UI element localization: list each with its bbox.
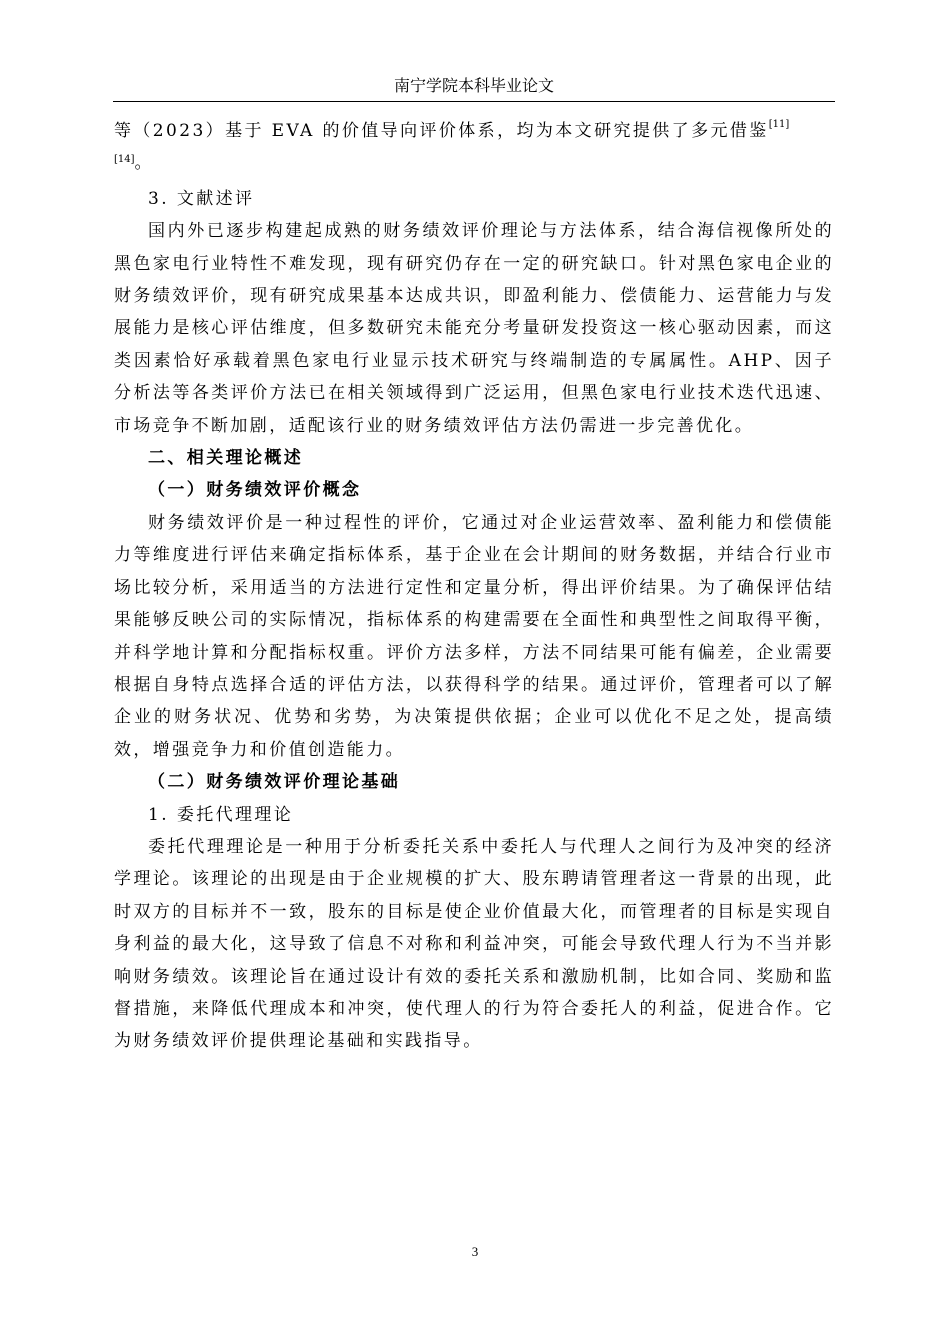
citation-14: [14] [114, 154, 135, 166]
continued-paragraph [114, 115, 834, 183]
section-3-paragraph: 国内外已逐步构建起成熟的财务绩效评价理论与方法体系，结合海信视像所处的黑色家电行业特性不难发现，现有研究仍存在一定的研究缺口。针对黑色家电企业的财务绩效评价，现有研究成果基本达成共识，即盈利能力、偿债能力、运营能力与发展能力是核心评估维度，但多数研究未能充分考量研发投资这一核心驱动因素，而这类因素恰好承载着黑色家电行业显示技术研究与终端制造的专属属性。AHP、因子分析法等各类评价方法已在相关领域得到广泛运用，但黑色家电行业技术迭代迅速、市场竞争不断加剧，适配该行业的财务绩效评估方法仍需进一步完善优化。 [114, 221, 834, 436]
subsection-1-paragraph: 财务绩效评价是一种过程性的评价，它通过对企业运营效率、盈利能力和偿债能力等维度进行评估来确定指标体系，基于企业在会计期间的财务数据，并结合行业市场比较分析，采用适当的方法进行定性和定量分析，得出评价结果。为了确保评估结果能够反映公司的实际情况，指标体系的构建需要在全面性和典型性之间取得平衡，并科学地计算和分配指标权重。评价方法多样，方法不同结果可能有偏差，企业需要根据自身特点选择合适的评估方法，以获得科学的结果。通过评价，管理者可以了解企业的财务状况、优势和劣势，为决策提供依据；企业可以优化不足之处，提高绩效，增强竞争力和价值创造能力。 [114, 512, 834, 760]
continued-tail: 。 [134, 153, 154, 174]
page-body [114, 115, 834, 1058]
citation-11: [11] [768, 119, 790, 130]
page-number: 3 [471, 1244, 479, 1259]
continued-text: 等（2023）基于 EVA 的价值导向评价体系，均为本文研究提供了多元借鉴 [114, 121, 769, 141]
subsection-heading-1: （一）财务绩效评价概念 [148, 480, 362, 501]
running-header: 南宁学院本科毕业论文 [393, 76, 554, 95]
chapter-heading-2: 二、相关理论概述 [148, 448, 304, 469]
subsection-2-paragraph: 委托代理理论是一种用于分析委托关系中委托人与代理人之间行为及冲突的经济学理论。该理论的出现是由于企业规模的扩大、股东聘请管理者这一背景的出现，此时双方的目标并不一致，股东的目标是使企业价值最大化，而管理者的目标是实现自身利益的最大化，这导致了信息不对称和利益冲突，可能会导致代理人行为不当并影响财务绩效。该理论旨在通过设计有效的委托关系和激励机制，比如合同、奖励和监督措施，来降低代理成本和冲突，使代理人的行为符合委托人的利益，促进合作。它为财务绩效评价提供理论基础和实践指导。 [114, 836, 834, 1052]
section-heading-3: 3. 文献述评 [148, 188, 255, 209]
item-heading-1: 1. 委托代理理论 [148, 804, 294, 825]
header-rule [113, 101, 835, 102]
subsection-heading-2: （二）财务绩效评价理论基础 [148, 772, 401, 793]
